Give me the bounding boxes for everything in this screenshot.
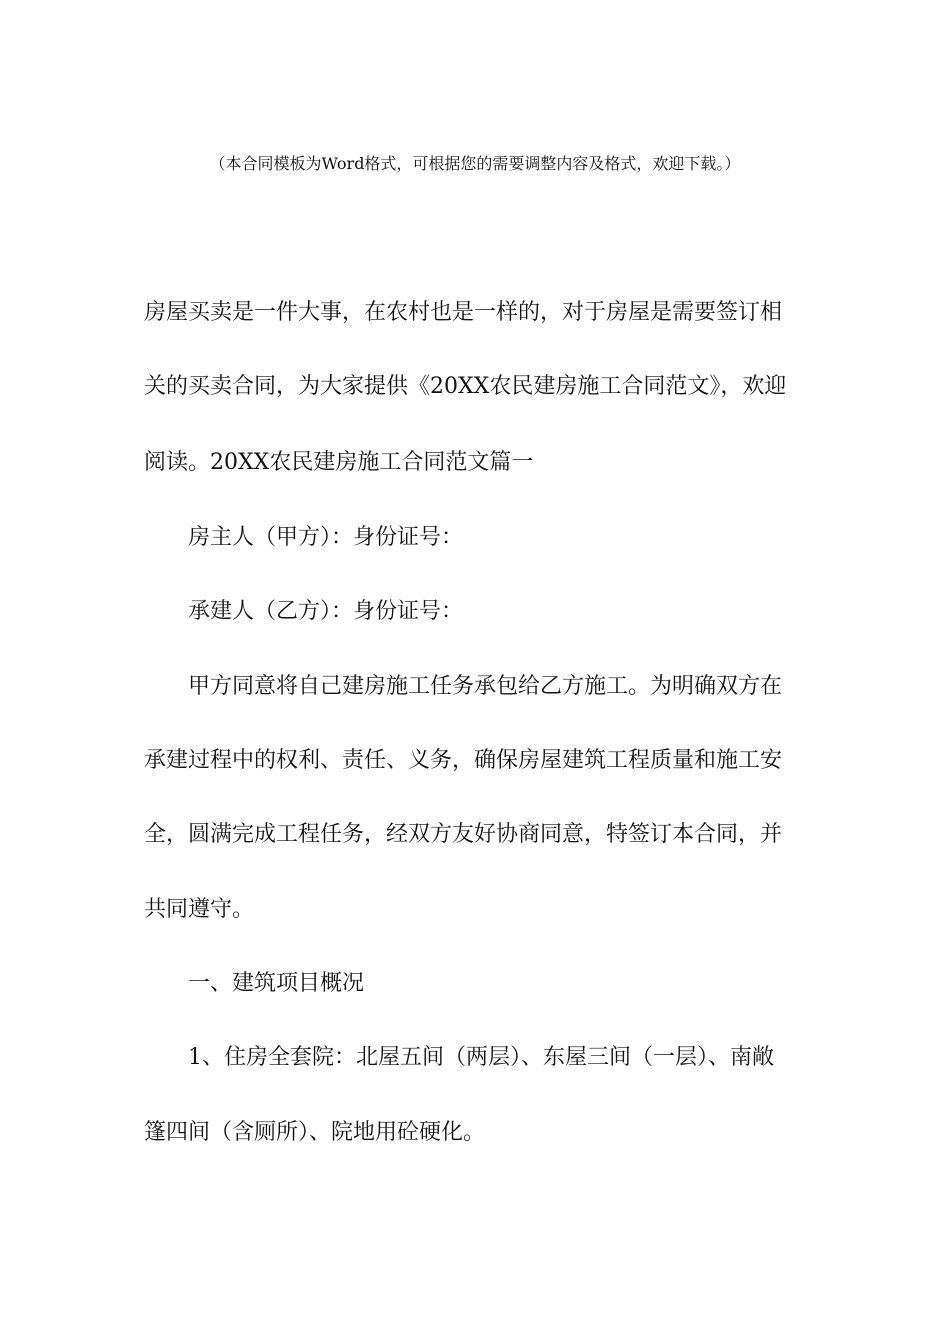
paragraph-line: 关的买卖合同，为大家提供《20XX农民建房施工合同范文》，欢迎 [144, 374, 787, 399]
paragraph-line: 1、住房全套院：北屋五间（两层）、东屋三间（一层）、南敞 [188, 1045, 774, 1070]
paragraph-line: 篷四间（含厕所）、院地用砼硬化。 [144, 1120, 486, 1145]
party-a-line: 房主人（甲方）：身份证号： [188, 525, 464, 550]
paragraph-line: 承建过程中的权利、责任、义务，确保房屋建筑工程质量和施工安 [144, 748, 783, 773]
paragraph-line: 房屋买卖是一件大事，在农村也是一样的，对于房屋是需要签订相 [144, 300, 783, 325]
party-b-line: 承建人（乙方）：身份证号： [188, 599, 464, 624]
paragraph-line: 阅读。20XX农民建房施工合同范文篇一 [144, 450, 534, 475]
paragraph-line: 甲方同意将自己建房施工任务承包给乙方施工。为明确双方在 [188, 674, 783, 699]
paragraph-line: 共同遵守。 [144, 897, 255, 922]
paragraph-line: 全，圆满完成工程任务，经双方友好协商同意，特签订本合同，并 [144, 822, 783, 847]
template-note: （本合同模板为Word格式，可根据您的需要调整内容及格式，欢迎下载。） [209, 154, 741, 173]
section-heading: 一、建筑项目概况 [188, 971, 365, 996]
